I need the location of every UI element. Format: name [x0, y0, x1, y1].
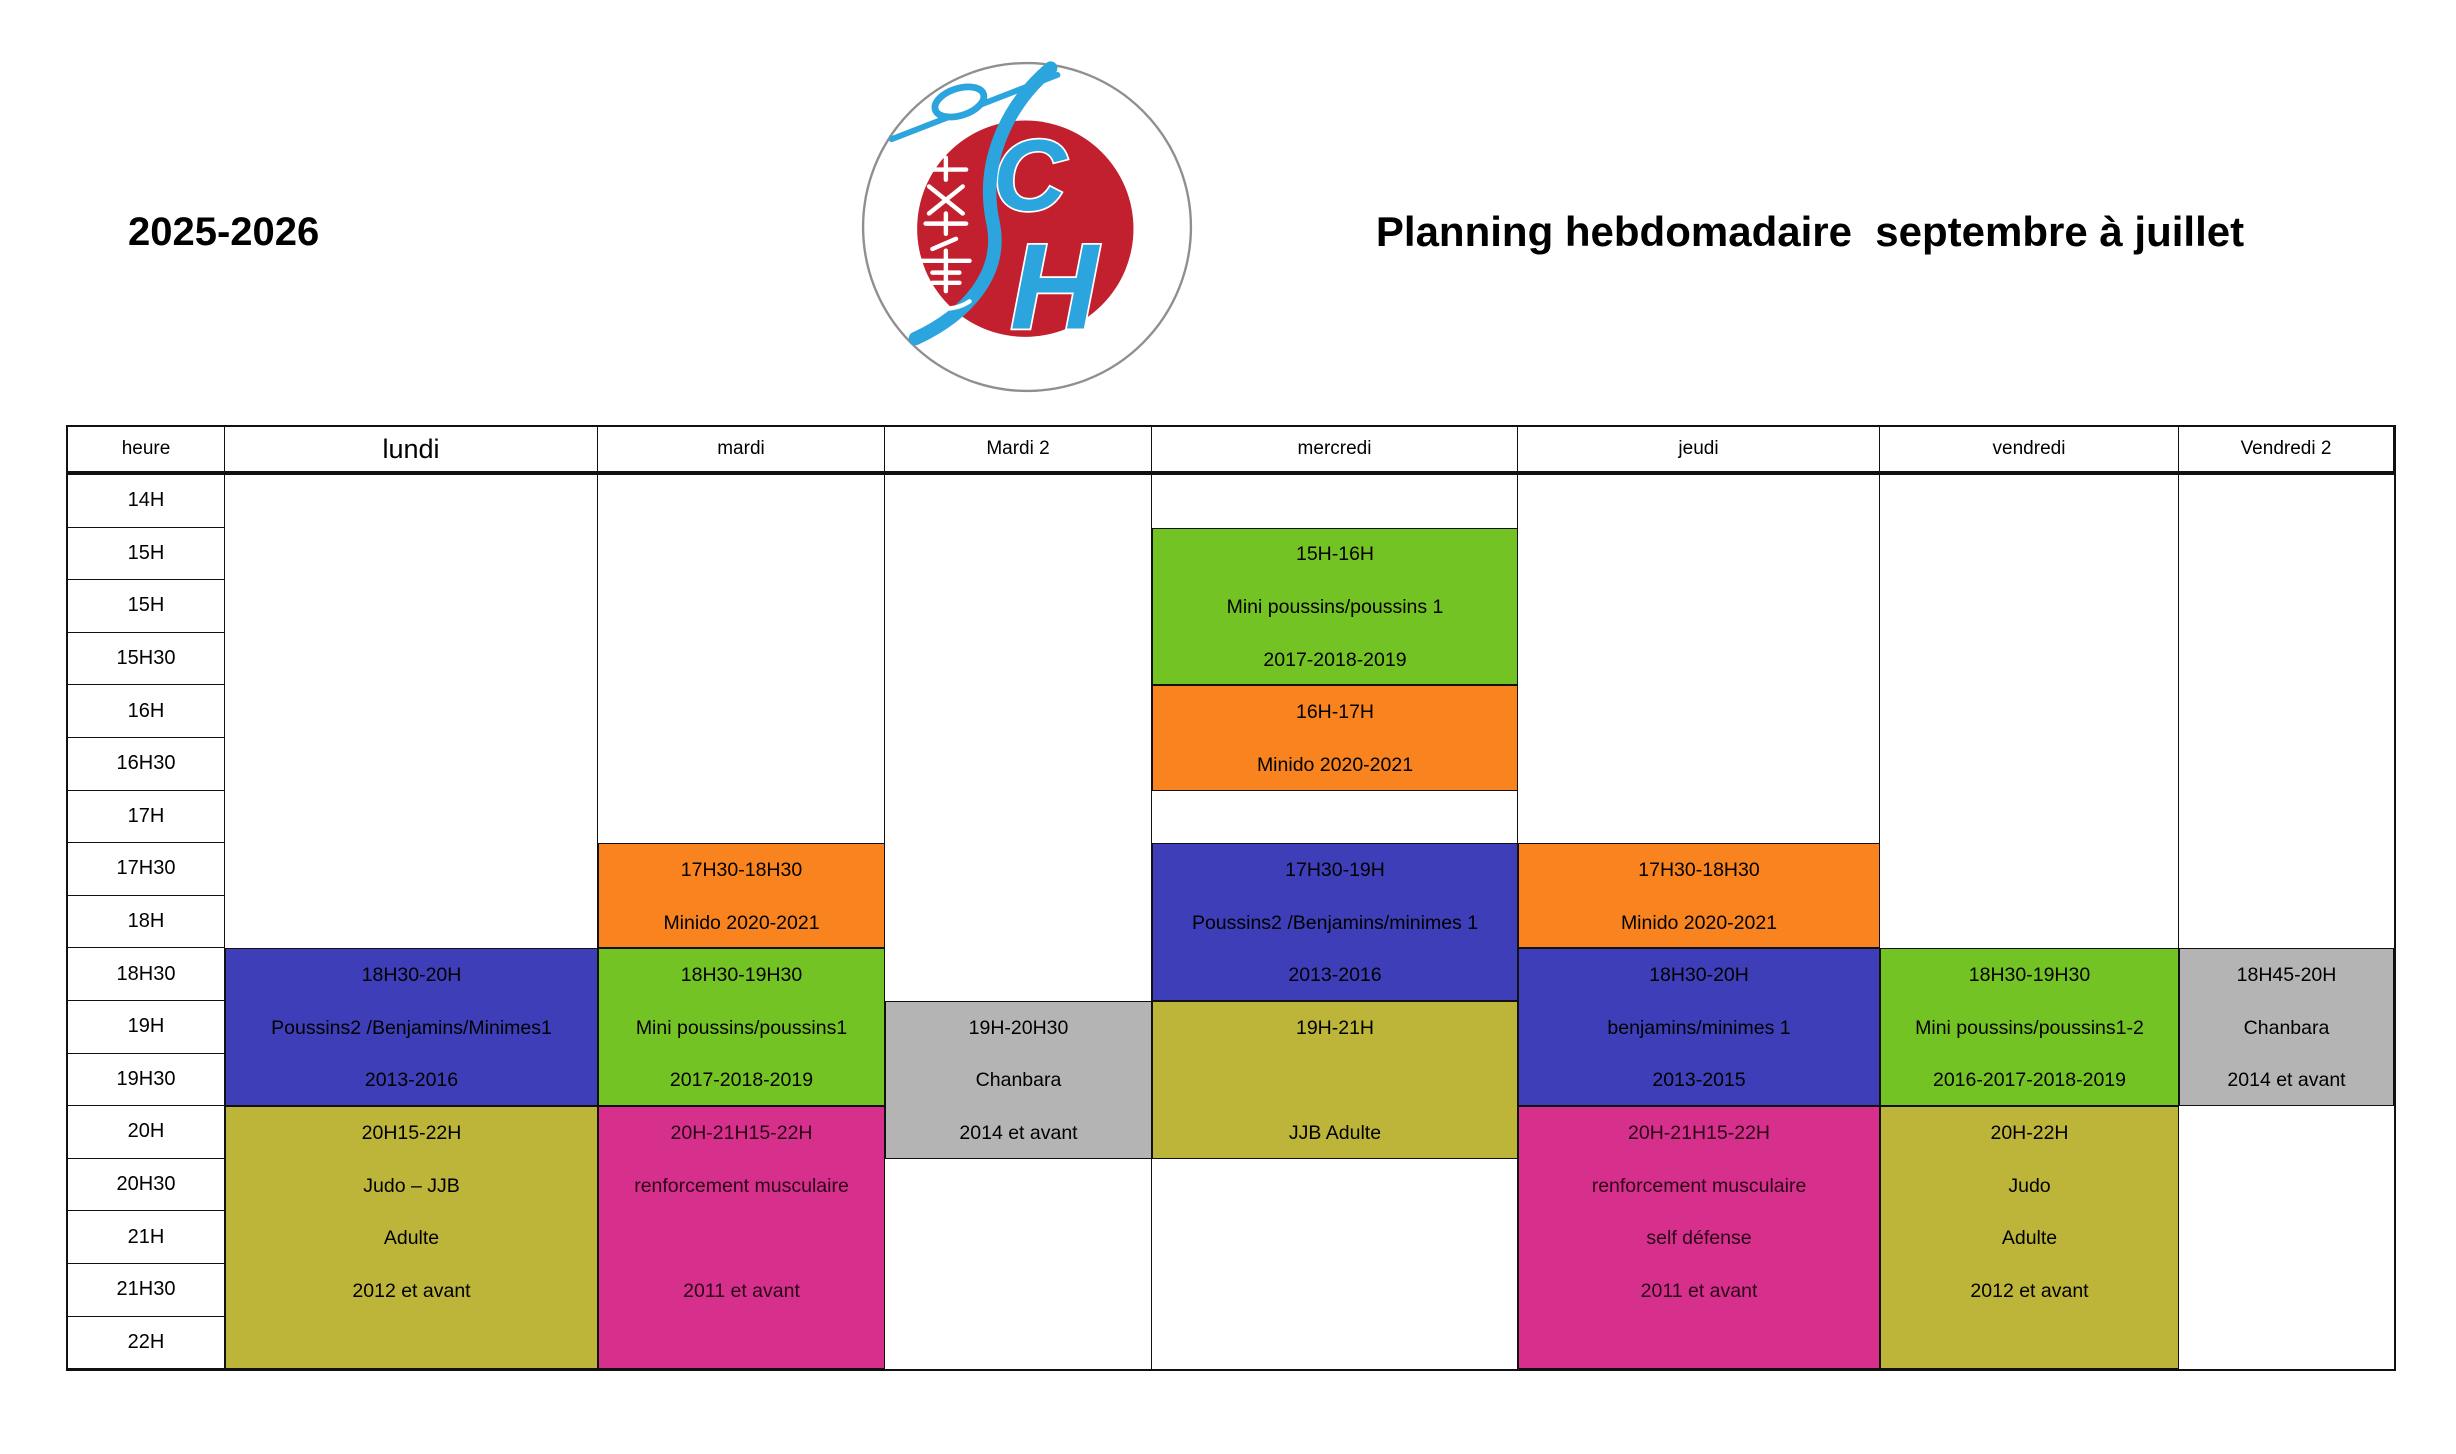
block-time: 17H30-18H30: [1638, 858, 1760, 881]
block-group: renforcement musculaire: [1591, 1174, 1807, 1197]
block-jeudi-minido: [1518, 843, 1880, 948]
block-time: 17H30-19H: [1285, 858, 1385, 881]
block-years: 2017-2018-2019: [669, 1069, 814, 1092]
time-cell: 21H30: [68, 1264, 225, 1317]
block-time: 16H-17H: [1295, 701, 1375, 724]
block-mardi-minido: [598, 843, 885, 948]
year-label: 2025-2026: [128, 210, 320, 254]
page-title: Planning hebdomadaire septembre à juillet: [1375, 208, 2245, 255]
time-cell: 19H: [68, 1001, 225, 1054]
block-time: 20H-21H15-22H: [1628, 1121, 1770, 1144]
block-years: 2014 et avant: [959, 1121, 1078, 1144]
block-group: Mini poussins/poussins 1: [1226, 595, 1444, 618]
block-group: renforcement musculaire: [634, 1174, 849, 1197]
header-cell-mardi: mardi: [598, 427, 885, 475]
time-cell: 18H30: [68, 948, 225, 1001]
block-vendredi-mini-poussins: [1880, 948, 2179, 1106]
block-years: 2013-2015: [1652, 1069, 1746, 1092]
block-group: Chanbara: [975, 1069, 1062, 1092]
block-lundi-poussins2: [225, 948, 598, 1106]
header-cell-vendredi: vendredi: [1880, 427, 2179, 475]
club-logo: [858, 58, 1196, 396]
block-jeudi-renforcement-self-defense: [1518, 1106, 1880, 1369]
time-cell: 15H: [68, 528, 225, 581]
block-mercredi-poussins2: [1152, 843, 1518, 1001]
block-years: 2017-2018-2019: [1263, 648, 1407, 671]
time-cell: 22H: [68, 1317, 225, 1370]
block-time: 18H30-19H30: [680, 964, 803, 987]
block-mercredi-mini-poussins: [1152, 528, 1518, 686]
block-vendredi2-chanbara: [2179, 948, 2394, 1106]
header-cell-jeudi: jeudi: [1518, 427, 1880, 475]
block-group: Adulte: [383, 1227, 440, 1250]
block-years: 2011 et avant: [683, 1279, 800, 1302]
block-group: Minido 2020-2021: [1256, 753, 1414, 776]
header-cell-mercredi: mercredi: [1152, 427, 1518, 475]
block-time: 20H-21H15-22H: [670, 1121, 813, 1144]
block-years: 2013-2016: [1288, 964, 1382, 987]
time-cell: 14H: [68, 475, 225, 528]
header-cell-lundi: lundi: [225, 427, 598, 475]
time-cell: 16H30: [68, 738, 225, 791]
block-group: Minido 2020-2021: [663, 911, 820, 934]
block-time: 18H30-19H30: [1968, 964, 2091, 987]
time-cell: 17H30: [68, 843, 225, 896]
block-years: 2014 et avant: [2227, 1069, 2346, 1092]
time-cell: 20H30: [68, 1159, 225, 1212]
block-mardi-renforcement: [598, 1106, 885, 1369]
block-vendredi-judo-adulte: [1880, 1106, 2179, 1369]
header-cell-vendredi-2: Vendredi 2: [2179, 427, 2394, 475]
block-group: Poussins2 /Benjamins/minimes 1: [1191, 911, 1479, 934]
block-group: Minido 2020-2021: [1620, 911, 1778, 934]
block-time: 15H-16H: [1295, 543, 1375, 566]
block-spacer: [1153, 1055, 1517, 1108]
block-group: Judo – JJB: [363, 1174, 460, 1197]
logo-letter-h: H: [1010, 218, 1098, 355]
time-cell: 19H30: [68, 1054, 225, 1107]
block-mercredi-jjb-adulte: [1152, 1001, 1518, 1159]
block-time: 19H-21H: [1295, 1016, 1375, 1039]
block-group: self défense: [1646, 1227, 1752, 1250]
block-mardi-mini-poussins: [598, 948, 885, 1106]
block-years: 2012 et avant: [1970, 1279, 2089, 1302]
block-spacer: [599, 1212, 884, 1265]
block-group: Mini poussins/poussins1-2: [1915, 1016, 2144, 1039]
time-cell: 16H: [68, 685, 225, 738]
block-time: 18H30-20H: [361, 964, 462, 987]
time-cell: 15H: [68, 580, 225, 633]
block-time: 17H30-18H30: [680, 858, 803, 881]
block-group: Adulte: [2001, 1227, 2058, 1250]
day-column-vendredi-2: [2179, 475, 2394, 1369]
block-time: 19H-20H30: [968, 1016, 1069, 1039]
time-cell: 21H: [68, 1211, 225, 1264]
block-years: 2011 et avant: [1640, 1279, 1758, 1302]
block-group: Judo: [2008, 1174, 2051, 1197]
block-years: 2013-2016: [364, 1069, 459, 1092]
block-time: 18H30-20H: [1649, 964, 1749, 987]
block-time: 20H15-22H: [361, 1121, 462, 1144]
schedule-table: [66, 425, 2396, 1371]
block-time: 18H45-20H: [2236, 964, 2337, 987]
time-cell: 15H30: [68, 633, 225, 686]
block-years: 2012 et avant: [352, 1279, 471, 1302]
block-group: Mini poussins/poussins1: [635, 1016, 848, 1039]
header-cell-heure: heure: [68, 427, 225, 475]
time-cell: 18H: [68, 896, 225, 949]
block-lundi-judo-jjb-adulte: [225, 1106, 598, 1369]
block-group: Poussins2 /Benjamins/Minimes1: [271, 1016, 552, 1039]
block-group: JJB Adulte: [1288, 1121, 1382, 1144]
block-jeudi-benjamins: [1518, 948, 1880, 1106]
logo-letter-c: C: [993, 119, 1067, 233]
day-column-mardi-2: [885, 475, 1152, 1369]
block-group: benjamins/minimes 1: [1607, 1016, 1791, 1039]
time-cell: 20H: [68, 1106, 225, 1159]
block-mardi2-chanbara: [885, 1001, 1152, 1159]
block-group: Chanbara: [2243, 1016, 2330, 1039]
time-cell: 17H: [68, 791, 225, 844]
block-years: 2016-2017-2018-2019: [1932, 1069, 2126, 1092]
block-mercredi-minido: [1152, 685, 1518, 790]
header-cell-mardi-2: Mardi 2: [885, 427, 1152, 475]
block-time: 20H-22H: [1990, 1121, 2069, 1144]
